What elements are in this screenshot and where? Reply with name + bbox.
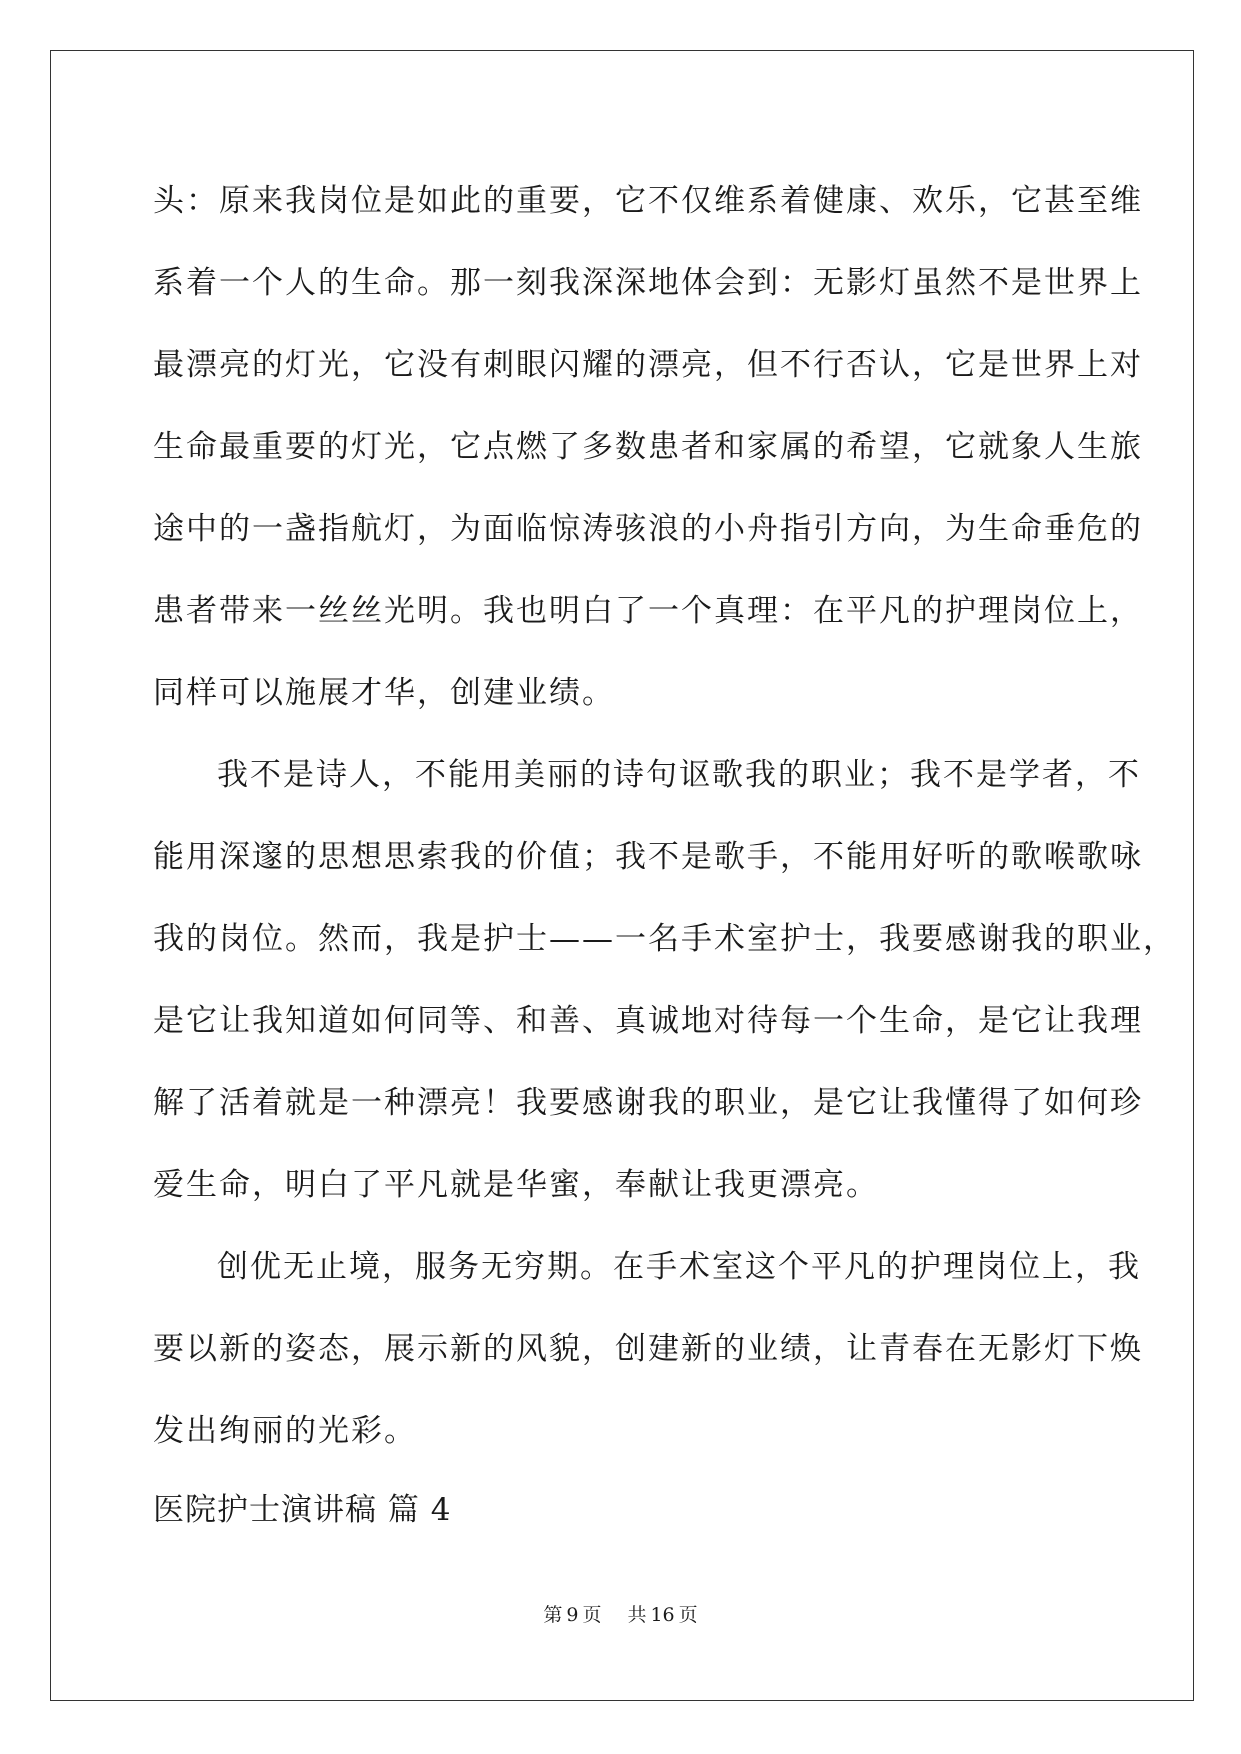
text-line: 发出绚丽的光彩。 (153, 1413, 417, 1449)
paragraph-1 (153, 160, 1143, 734)
text-line: 爱生命，明白了平凡就是华蜜，奉献让我更漂亮。 (153, 1167, 879, 1203)
paragraph-2 (153, 734, 1176, 1226)
page-suffix: 页 (582, 1604, 602, 1626)
text-line: 创优无止境，服务无穷期。在手术室这个平凡的护理岗位上，我 (217, 1249, 1141, 1285)
text-line: 生命最重要的灯光，它点燃了多数患者和家属的希望，它就象人生旅 (153, 429, 1143, 465)
text-line: 是它让我知道如何同等、和善、真诚地对待每一个生命，是它让我理 (153, 1003, 1143, 1039)
text-line: 最漂亮的灯光，它没有刺眼闪耀的漂亮，但不行否认，它是世界上对 (153, 347, 1143, 383)
text-line: 我的岗位。然而，我是护士——一名手术室护士，我要感谢我的职业， (153, 921, 1176, 957)
text-line: 能用深邃的思想思索我的价值；我不是歌手，不能用好听的歌喉歌咏 (153, 839, 1143, 875)
paragraph-3 (153, 1226, 1143, 1472)
text-line: 系着一个人的生命。那一刻我深深地体会到：无影灯虽然不是世界上 (153, 265, 1143, 301)
total-suffix: 页 (678, 1604, 698, 1626)
page-total: 16 (650, 1604, 675, 1626)
page-footer (0, 1600, 1241, 1627)
section-heading: 医院护士演讲稿 篇 4 (153, 1492, 452, 1528)
text-line: 同样可以施展才华，创建业绩。 (153, 675, 615, 711)
text-line: 要以新的姿态，展示新的风貌，创建新的业绩，让青春在无影灯下焕 (153, 1331, 1143, 1367)
text-line: 解了活着就是一种漂亮！我要感谢我的职业，是它让我懂得了如何珍 (153, 1085, 1143, 1121)
page-current: 9 (566, 1604, 579, 1626)
text-line: 我不是诗人，不能用美丽的诗句讴歌我的职业；我不是学者，不 (217, 757, 1141, 793)
text-line: 患者带来一丝丝光明。我也明白了一个真理：在平凡的护理岗位上， (153, 593, 1143, 629)
total-prefix: 共 (627, 1604, 647, 1626)
document-body (153, 160, 1176, 1548)
text-line: 途中的一盏指航灯，为面临惊涛骇浪的小舟指引方向，为生命垂危的 (153, 511, 1143, 547)
text-line: 头：原来我岗位是如此的重要，它不仅维系着健康、欢乐，它甚至维 (153, 183, 1143, 219)
page-prefix: 第 (543, 1604, 563, 1626)
